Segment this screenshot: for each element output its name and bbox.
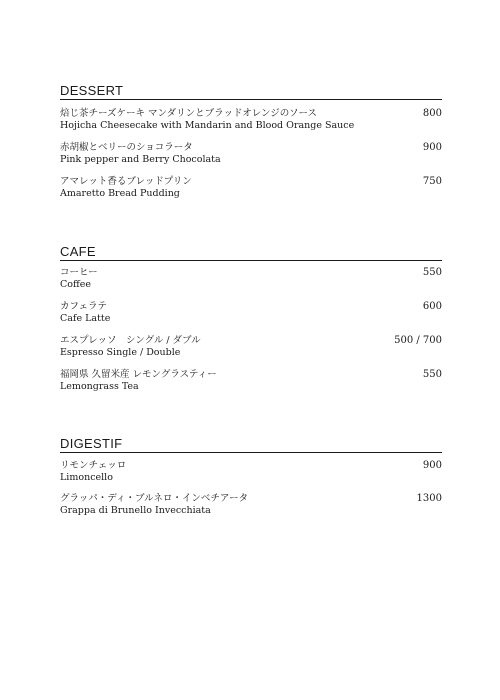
item-price: 600: [422, 301, 442, 312]
item-price: 900: [422, 142, 442, 153]
item-name-english: Coffee: [60, 279, 91, 290]
item-name-english: Lemongrass Tea: [60, 381, 139, 392]
item-name-japanese: 赤胡椒とベリーのショコラータ: [60, 142, 193, 153]
item-name-japanese: コーヒー: [60, 267, 98, 278]
item-price: 800: [422, 108, 442, 119]
item-name-english: Pink pepper and Berry Chocolata: [60, 154, 221, 165]
section-digestif: [60, 436, 442, 516]
item-name-japanese: リモンチェッロ: [60, 460, 127, 471]
section-title: CAFE: [60, 245, 442, 261]
item-name-japanese: アマレット香るブレッドプリン: [60, 176, 192, 187]
menu-item: [60, 493, 442, 523]
item-price: 1300: [416, 493, 442, 504]
menu-item: [60, 108, 442, 138]
section-title: DIGESTIF: [60, 437, 442, 453]
item-price: 500 / 700: [394, 335, 442, 346]
menu-item: [60, 460, 442, 490]
menu-item: [60, 176, 442, 206]
item-name-english: Espresso Single / Double: [60, 347, 181, 358]
menu-item: [60, 301, 442, 331]
menu-item: [60, 142, 442, 172]
section-cafe: [60, 244, 442, 392]
item-name-english: Cafe Latte: [60, 313, 111, 324]
item-price: 550: [422, 369, 442, 380]
item-name-japanese: 焙じ茶チーズケーキ マンダリンとブラッドオレンジのソース: [60, 108, 318, 119]
item-name-english: Amaretto Bread Pudding: [60, 188, 180, 199]
item-name-english: Grappa di Brunello Invecchiata: [60, 505, 211, 516]
item-name-english: Limoncello: [60, 472, 113, 483]
item-name-japanese: 福岡県 久留米産 レモングラスティー: [60, 369, 217, 380]
item-price: 750: [422, 176, 442, 187]
menu-item: [60, 267, 442, 297]
menu-item: [60, 369, 442, 399]
item-name-english: Hojicha Cheesecake with Mandarin and Blood Orange Sauce: [60, 120, 355, 131]
section-title: DESSERT: [60, 84, 442, 100]
item-price: 900: [422, 460, 442, 471]
item-name-japanese: エスプレッソ シングル / ダブル: [60, 335, 201, 346]
section-dessert: [60, 83, 442, 199]
menu-item: [60, 335, 442, 365]
item-price: 550: [422, 267, 442, 278]
item-name-japanese: カフェラテ: [60, 301, 108, 312]
item-name-japanese: グラッパ・ディ・ブルネロ・インベチアータ: [60, 493, 249, 504]
